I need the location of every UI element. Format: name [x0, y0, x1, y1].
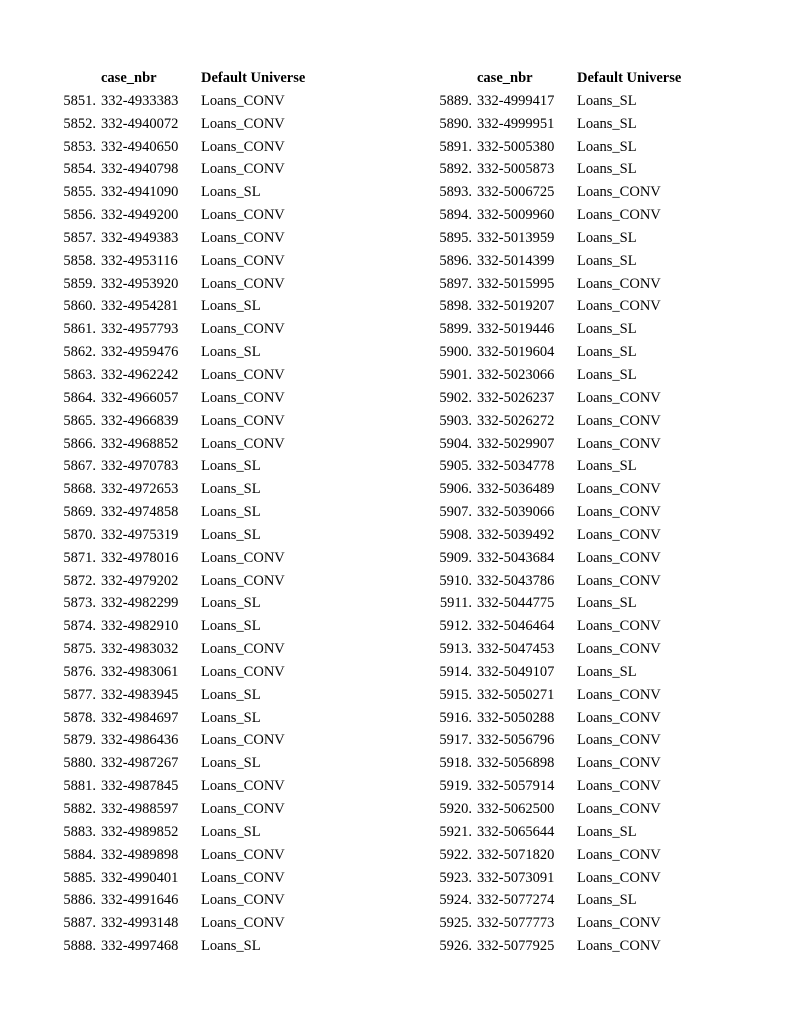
universe-cell: Loans_SL — [577, 252, 637, 269]
universe-cell: Loans_CONV — [577, 207, 661, 224]
row-index: 5879. — [63, 732, 96, 749]
case-nbr-cell: 332-5013959 — [477, 229, 555, 246]
universe-cell: Loans_SL — [577, 115, 637, 132]
case-nbr-cell: 332-4993148 — [101, 915, 179, 932]
case-nbr-cell: 332-5023066 — [477, 366, 555, 383]
row-index: 5894. — [439, 207, 472, 224]
case-nbr-cell: 332-4983032 — [101, 641, 179, 658]
universe-cell: Loans_SL — [577, 458, 637, 475]
universe-cell: Loans_CONV — [201, 115, 285, 132]
row-index: 5900. — [439, 344, 472, 361]
row-index: 5870. — [63, 526, 96, 543]
universe-cell: Loans_CONV — [201, 778, 285, 795]
row-index: 5907. — [439, 504, 472, 521]
row-index: 5858. — [63, 252, 96, 269]
row-index: 5891. — [439, 138, 472, 155]
header-case-nbr: case_nbr — [101, 70, 157, 86]
case-nbr-cell: 332-4990401 — [101, 869, 179, 886]
universe-cell: Loans_CONV — [201, 435, 285, 452]
case-nbr-cell: 332-4941090 — [101, 184, 179, 201]
row-index: 5909. — [439, 549, 472, 566]
row-index: 5867. — [63, 458, 96, 475]
row-index: 5902. — [439, 389, 472, 406]
row-index: 5919. — [439, 778, 472, 795]
case-nbr-cell: 332-4940072 — [101, 115, 179, 132]
row-index: 5869. — [63, 504, 96, 521]
row-index: 5887. — [63, 915, 96, 932]
case-nbr-cell: 332-5077274 — [477, 892, 555, 909]
universe-cell: Loans_CONV — [201, 229, 285, 246]
row-index: 5862. — [63, 344, 96, 361]
row-index: 5872. — [63, 572, 96, 589]
row-index: 5889. — [439, 92, 472, 109]
row-index: 5884. — [63, 846, 96, 863]
row-index: 5926. — [439, 938, 472, 955]
case-nbr-cell: 332-4933383 — [101, 92, 179, 109]
case-nbr-cell: 332-5029907 — [477, 435, 555, 452]
case-nbr-cell: 332-5034778 — [477, 458, 555, 475]
universe-cell: Loans_CONV — [201, 915, 285, 932]
universe-cell: Loans_CONV — [201, 252, 285, 269]
case-nbr-cell: 332-5073091 — [477, 869, 555, 886]
universe-cell: Loans_CONV — [201, 549, 285, 566]
case-nbr-cell: 332-5056796 — [477, 732, 555, 749]
case-nbr-cell: 332-4999417 — [477, 92, 555, 109]
row-index: 5912. — [439, 618, 472, 635]
row-index: 5918. — [439, 755, 472, 772]
row-index: 5910. — [439, 572, 472, 589]
case-nbr-cell: 332-5044775 — [477, 595, 555, 612]
universe-cell: Loans_SL — [577, 344, 637, 361]
universe-cell: Loans_CONV — [577, 915, 661, 932]
row-index: 5863. — [63, 366, 96, 383]
row-index: 5883. — [63, 823, 96, 840]
case-nbr-cell: 332-4982299 — [101, 595, 179, 612]
case-nbr-cell: 332-4987845 — [101, 778, 179, 795]
row-index: 5861. — [63, 321, 96, 338]
row-index: 5886. — [63, 892, 96, 909]
row-index: 5914. — [439, 663, 472, 680]
header-default-universe: Default Universe — [577, 70, 682, 86]
case-nbr-cell: 332-5062500 — [477, 801, 555, 817]
row-index: 5873. — [63, 595, 96, 612]
row-index: 5906. — [439, 481, 472, 498]
case-nbr-cell: 332-5019207 — [477, 298, 555, 315]
case-nbr-cell: 332-4966057 — [101, 389, 179, 406]
case-nbr-cell: 332-4991646 — [101, 892, 179, 909]
case-nbr-cell: 332-4953920 — [101, 275, 179, 292]
row-index: 5922. — [439, 846, 472, 863]
row-index: 5875. — [63, 641, 96, 658]
row-index: 5881. — [63, 778, 96, 795]
row-index: 5908. — [439, 526, 472, 543]
case-nbr-cell: 332-4997468 — [101, 938, 179, 955]
case-nbr-cell: 332-4949200 — [101, 207, 179, 224]
case-nbr-cell: 332-5036489 — [477, 481, 555, 498]
case-nbr-cell: 332-5014399 — [477, 252, 555, 269]
case-nbr-cell: 332-4968852 — [101, 435, 179, 452]
row-index: 5868. — [63, 481, 96, 498]
case-nbr-cell: 332-4970783 — [101, 458, 179, 475]
row-index: 5899. — [439, 321, 472, 338]
case-nbr-cell: 332-5071820 — [477, 846, 555, 863]
case-nbr-cell: 332-5026237 — [477, 389, 555, 406]
case-nbr-cell: 332-5019446 — [477, 321, 555, 338]
universe-cell: Loans_SL — [201, 504, 261, 521]
universe-cell: Loans_SL — [201, 458, 261, 475]
case-nbr-cell: 332-4986436 — [101, 732, 179, 749]
case-nbr-cell: 332-5039066 — [477, 504, 555, 521]
case-nbr-cell: 332-4978016 — [101, 549, 179, 566]
universe-cell: Loans_SL — [577, 161, 637, 178]
universe-cell: Loans_SL — [577, 892, 637, 909]
header-default-universe: Default Universe — [201, 70, 306, 86]
case-nbr-cell: 332-5065644 — [477, 823, 555, 840]
case-nbr-cell: 332-4975319 — [101, 526, 179, 543]
universe-cell: Loans_CONV — [577, 275, 661, 292]
case-nbr-cell: 332-5005380 — [477, 138, 555, 155]
case-nbr-cell: 332-4974858 — [101, 504, 179, 521]
case-nbr-cell: 332-4989898 — [101, 846, 179, 863]
row-index: 5864. — [63, 389, 96, 406]
universe-cell: Loans_CONV — [577, 709, 661, 726]
universe-cell: Loans_SL — [201, 184, 261, 201]
universe-cell: Loans_CONV — [201, 207, 285, 224]
case-nbr-cell: 332-4966839 — [101, 412, 179, 429]
row-index: 5895. — [439, 229, 472, 246]
universe-cell: Loans_CONV — [577, 641, 661, 658]
universe-cell: Loans_CONV — [201, 892, 285, 909]
row-index: 5925. — [439, 915, 472, 932]
universe-cell: Loans_CONV — [577, 755, 661, 772]
universe-cell: Loans_CONV — [577, 938, 661, 955]
universe-cell: Loans_SL — [577, 321, 637, 338]
row-index: 5852. — [63, 115, 96, 132]
universe-cell: Loans_CONV — [577, 846, 661, 863]
row-index: 5897. — [439, 275, 472, 292]
case-nbr-cell: 332-5056898 — [477, 755, 555, 772]
universe-cell: Loans_SL — [577, 823, 637, 840]
case-nbr-cell: 332-5077925 — [477, 938, 555, 955]
row-index: 5866. — [63, 435, 96, 452]
case-nbr-cell: 332-4983061 — [101, 663, 179, 680]
row-index: 5885. — [63, 869, 96, 886]
case-nbr-cell: 332-5039492 — [477, 526, 555, 543]
universe-cell: Loans_CONV — [201, 92, 285, 109]
case-nbr-cell: 332-4949383 — [101, 229, 179, 246]
row-index: 5857. — [63, 229, 96, 246]
universe-cell: Loans_SL — [577, 229, 637, 246]
row-index: 5890. — [439, 115, 472, 132]
row-index: 5892. — [439, 161, 472, 178]
case-nbr-cell: 332-5050271 — [477, 686, 555, 703]
row-index: 5865. — [63, 412, 96, 429]
universe-cell: Loans_CONV — [577, 435, 661, 452]
case-nbr-cell: 332-5050288 — [477, 709, 555, 726]
case-nbr-cell: 332-4954281 — [101, 298, 179, 315]
case-nbr-cell: 332-5006725 — [477, 184, 555, 201]
universe-cell: Loans_SL — [201, 595, 261, 612]
universe-cell: Loans_CONV — [201, 572, 285, 589]
case-nbr-cell: 332-5057914 — [477, 778, 555, 795]
row-index: 5859. — [63, 275, 96, 292]
row-index: 5855. — [63, 184, 96, 201]
case-nbr-cell: 332-4962242 — [101, 366, 179, 383]
case-nbr-cell: 332-4984697 — [101, 709, 179, 726]
universe-cell: Loans_CONV — [577, 801, 661, 817]
case-nbr-cell: 332-4957793 — [101, 321, 179, 338]
row-index: 5853. — [63, 138, 96, 155]
case-nbr-cell: 332-5043684 — [477, 549, 555, 566]
row-index: 5893. — [439, 184, 472, 201]
row-index: 5917. — [439, 732, 472, 749]
universe-cell: Loans_CONV — [577, 572, 661, 589]
universe-cell: Loans_CONV — [201, 801, 285, 817]
universe-cell: Loans_SL — [201, 344, 261, 361]
universe-cell: Loans_SL — [201, 618, 261, 635]
row-index: 5913. — [439, 641, 472, 658]
universe-cell: Loans_CONV — [577, 389, 661, 406]
row-index: 5876. — [63, 663, 96, 680]
universe-cell: Loans_CONV — [201, 275, 285, 292]
case-nbr-cell: 332-5009960 — [477, 207, 555, 224]
universe-cell: Loans_SL — [577, 366, 637, 383]
universe-cell: Loans_CONV — [577, 504, 661, 521]
row-index: 5904. — [439, 435, 472, 452]
universe-cell: Loans_CONV — [577, 618, 661, 635]
case-nbr-cell: 332-5046464 — [477, 618, 555, 635]
row-index: 5916. — [439, 709, 472, 726]
header-case-nbr: case_nbr — [477, 70, 533, 86]
case-nbr-cell: 332-5043786 — [477, 572, 555, 589]
universe-cell: Loans_CONV — [577, 869, 661, 886]
row-index: 5878. — [63, 709, 96, 726]
case-nbr-cell: 332-4972653 — [101, 481, 179, 498]
universe-cell: Loans_SL — [201, 686, 261, 703]
row-index: 5915. — [439, 686, 472, 703]
universe-cell: Loans_SL — [577, 663, 637, 680]
row-index: 5898. — [439, 298, 472, 315]
universe-cell: Loans_CONV — [201, 869, 285, 886]
row-index: 5905. — [439, 458, 472, 475]
universe-cell: Loans_CONV — [201, 732, 285, 749]
row-index: 5856. — [63, 207, 96, 224]
case-nbr-cell: 332-4983945 — [101, 686, 179, 703]
row-index: 5920. — [439, 801, 472, 817]
case-nbr-cell: 332-4959476 — [101, 344, 179, 361]
universe-cell: Loans_SL — [201, 526, 261, 543]
universe-cell: Loans_SL — [577, 138, 637, 155]
case-nbr-cell: 332-5026272 — [477, 412, 555, 429]
universe-cell: Loans_SL — [201, 298, 261, 315]
universe-cell: Loans_CONV — [577, 732, 661, 749]
universe-cell: Loans_CONV — [201, 663, 285, 680]
case-nbr-cell: 332-4953116 — [101, 252, 178, 269]
row-index: 5880. — [63, 755, 96, 772]
case-nbr-cell: 332-4989852 — [101, 823, 179, 840]
universe-cell: Loans_SL — [201, 481, 261, 498]
case-nbr-cell: 332-4988597 — [101, 801, 179, 817]
case-nbr-cell: 332-4940798 — [101, 161, 179, 178]
row-index: 5896. — [439, 252, 472, 269]
universe-cell: Loans_CONV — [577, 298, 661, 315]
row-index: 5871. — [63, 549, 96, 566]
row-index: 5851. — [63, 92, 96, 109]
universe-cell: Loans_CONV — [577, 481, 661, 498]
universe-cell: Loans_CONV — [577, 412, 661, 429]
universe-cell: Loans_CONV — [201, 641, 285, 658]
row-index: 5877. — [63, 686, 96, 703]
row-index: 5854. — [63, 161, 96, 178]
universe-cell: Loans_CONV — [577, 778, 661, 795]
universe-cell: Loans_SL — [577, 595, 637, 612]
case-nbr-cell: 332-5047453 — [477, 641, 555, 658]
universe-cell: Loans_CONV — [577, 549, 661, 566]
universe-cell: Loans_CONV — [201, 321, 285, 338]
row-index: 5924. — [439, 892, 472, 909]
case-nbr-cell: 332-4987267 — [101, 755, 179, 772]
universe-cell: Loans_CONV — [201, 138, 285, 155]
row-index: 5882. — [63, 801, 96, 817]
universe-cell: Loans_SL — [201, 755, 261, 772]
universe-cell: Loans_CONV — [577, 686, 661, 703]
case-nbr-cell: 332-5077773 — [477, 915, 555, 932]
case-nbr-cell: 332-4999951 — [477, 115, 555, 132]
universe-cell: Loans_CONV — [201, 161, 285, 178]
universe-cell: Loans_CONV — [201, 389, 285, 406]
universe-cell: Loans_CONV — [201, 846, 285, 863]
universe-cell: Loans_SL — [577, 92, 637, 109]
universe-cell: Loans_SL — [201, 823, 261, 840]
case-nbr-cell: 332-4979202 — [101, 572, 179, 589]
row-index: 5860. — [63, 298, 96, 315]
row-index: 5901. — [439, 366, 472, 383]
case-nbr-cell: 332-5049107 — [477, 663, 555, 680]
case-nbr-cell: 332-5005873 — [477, 161, 555, 178]
universe-cell: Loans_CONV — [577, 526, 661, 543]
universe-cell: Loans_SL — [201, 709, 261, 726]
row-index: 5888. — [63, 938, 96, 955]
row-index: 5923. — [439, 869, 472, 886]
row-index: 5874. — [63, 618, 96, 635]
row-index: 5903. — [439, 412, 472, 429]
row-index: 5911. — [439, 595, 472, 612]
universe-cell: Loans_CONV — [577, 184, 661, 201]
case-nbr-cell: 332-5015995 — [477, 275, 555, 292]
case-nbr-cell: 332-5019604 — [477, 344, 555, 361]
case-nbr-cell: 332-4982910 — [101, 618, 179, 635]
universe-cell: Loans_CONV — [201, 412, 285, 429]
universe-cell: Loans_CONV — [201, 366, 285, 383]
row-index: 5921. — [439, 823, 472, 840]
universe-cell: Loans_SL — [201, 938, 261, 955]
case-nbr-cell: 332-4940650 — [101, 138, 179, 155]
